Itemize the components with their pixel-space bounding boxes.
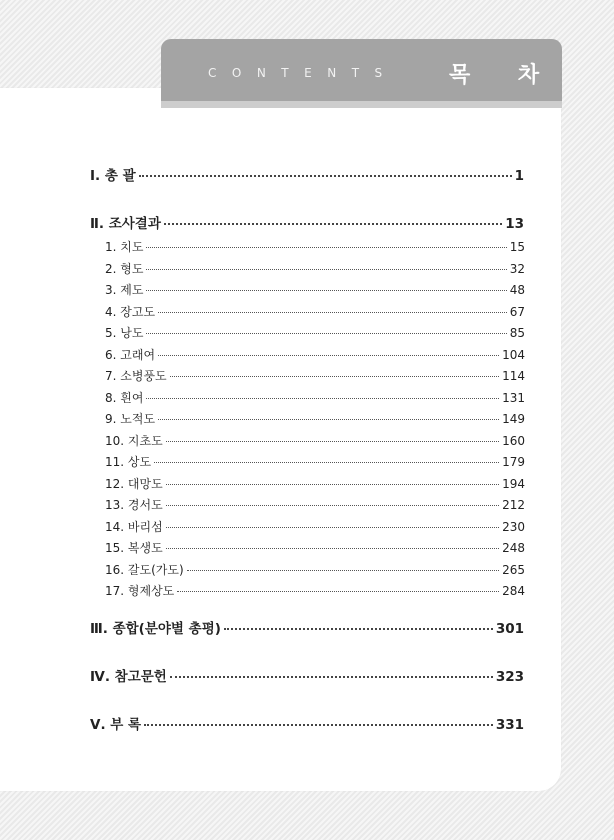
toc-subentry[interactable] xyxy=(105,475,525,492)
toc-entry-page: 212 xyxy=(502,498,525,512)
toc-entry-title: 4. 장고도 xyxy=(105,304,156,319)
toc-entry-page: 230 xyxy=(502,519,525,534)
toc-subentry[interactable] xyxy=(105,453,525,470)
dot-leader xyxy=(146,290,506,291)
toc-subentry[interactable] xyxy=(105,303,525,320)
toc-entry-title: 3. 제도 xyxy=(105,283,144,297)
toc-subentry[interactable] xyxy=(105,324,525,341)
toc-entry-title: Ⅳ. 참고문헌 xyxy=(90,669,167,685)
toc-entry-title: 2. 형도 xyxy=(105,261,144,276)
toc-entry-page: 248 xyxy=(502,541,525,555)
toc-entry-part2[interactable] xyxy=(90,212,524,232)
toc-subentry[interactable] xyxy=(105,367,525,384)
toc-entry-title: 6. 고래여 xyxy=(105,347,156,362)
toc-entry-page: 301 xyxy=(495,621,524,637)
dot-leader xyxy=(154,462,499,463)
toc-subentry[interactable] xyxy=(105,518,525,535)
dot-leader xyxy=(164,223,502,225)
toc-subentry[interactable] xyxy=(105,582,525,599)
toc-entry-page: 284 xyxy=(502,584,525,598)
toc-entry-title: Ⅴ. 부 록 xyxy=(90,717,142,733)
toc-entry-title: 5. 낭도 xyxy=(105,326,144,340)
toc-entry-page: 67 xyxy=(509,304,525,319)
dot-leader xyxy=(166,548,499,549)
toc-entry-part1[interactable] xyxy=(90,164,524,184)
toc-subentry[interactable] xyxy=(105,432,525,449)
toc-entry-page: 179 xyxy=(502,455,525,469)
dot-leader xyxy=(166,505,499,506)
toc-subentry[interactable] xyxy=(105,389,525,406)
header-tab-underline xyxy=(161,101,562,108)
toc-entry-title: Ⅲ. 종합(분야별 총평) xyxy=(90,621,221,637)
toc-entry-title: 11. 상도 xyxy=(105,455,152,469)
toc-entry-title: Ⅱ. 조사결과 xyxy=(90,216,161,232)
toc-entry-page: 104 xyxy=(502,347,525,362)
toc-entry-page: 1 xyxy=(514,168,524,184)
toc-subentry[interactable] xyxy=(105,561,525,578)
dot-leader xyxy=(146,269,506,270)
toc-entry-title: Ⅰ. 총 괄 xyxy=(90,168,136,184)
dot-leader xyxy=(187,570,499,571)
toc-entry-title: 17. 형제상도 xyxy=(105,584,175,598)
page-title: 목 차 xyxy=(449,63,560,88)
toc-entry-part4[interactable] xyxy=(90,665,524,685)
toc-subentry[interactable] xyxy=(105,346,525,363)
dot-leader xyxy=(158,312,507,313)
dot-leader xyxy=(158,355,499,356)
toc-entry-page: 48 xyxy=(509,283,525,297)
toc-entry-title: 15. 복생도 xyxy=(105,541,163,555)
dot-leader xyxy=(166,441,499,442)
toc-entry-page: 149 xyxy=(502,412,525,426)
dot-leader xyxy=(224,628,493,630)
toc-subentry[interactable] xyxy=(105,496,525,513)
dot-leader xyxy=(146,398,499,399)
toc-entry-page: 265 xyxy=(502,562,525,577)
dot-leader xyxy=(139,175,512,177)
toc-subentry[interactable] xyxy=(105,281,525,298)
toc-entry-page: 194 xyxy=(502,476,525,491)
toc-entry-title: 14. 바리섬 xyxy=(105,519,163,534)
toc-entry-page: 323 xyxy=(495,669,524,685)
toc-entry-page: 85 xyxy=(509,326,525,340)
toc-entry-title: 16. 갈도(가도) xyxy=(105,562,184,577)
toc-entry-part3[interactable] xyxy=(90,617,524,637)
dot-leader xyxy=(170,676,493,678)
toc-subentry[interactable] xyxy=(105,539,525,556)
dot-leader xyxy=(146,247,506,248)
toc-entry-page: 331 xyxy=(495,717,524,733)
toc-subentry[interactable] xyxy=(105,410,525,427)
toc-entry-title: 9. 노적도 xyxy=(105,412,156,426)
toc-entry-page: 32 xyxy=(509,261,525,276)
toc-entry-title: 10. 지초도 xyxy=(105,433,163,448)
toc-entry-page: 15 xyxy=(509,240,525,254)
toc-subentry[interactable] xyxy=(105,238,525,255)
toc-entry-title: 12. 대망도 xyxy=(105,476,163,491)
toc-entry-page: 160 xyxy=(502,433,525,448)
toc-entry-page: 114 xyxy=(502,369,525,383)
toc-entry-part5[interactable] xyxy=(90,713,524,733)
dot-leader xyxy=(158,419,499,420)
dot-leader xyxy=(166,527,499,528)
toc-entry-page: 13 xyxy=(505,216,524,232)
dot-leader xyxy=(177,591,499,592)
toc-subentry[interactable] xyxy=(105,260,525,277)
toc-entry-title: 1. 치도 xyxy=(105,240,144,254)
toc-entry-title: 13. 경서도 xyxy=(105,498,163,512)
dot-leader xyxy=(146,333,506,334)
dot-leader xyxy=(166,484,499,485)
toc-entry-title: 7. 소병풍도 xyxy=(105,369,167,383)
toc-entry-page: 131 xyxy=(502,390,525,405)
dot-leader xyxy=(170,376,499,377)
contents-label: CONTENTS xyxy=(208,66,398,80)
dot-leader xyxy=(144,724,493,726)
toc-entry-title: 8. 흰여 xyxy=(105,390,144,405)
